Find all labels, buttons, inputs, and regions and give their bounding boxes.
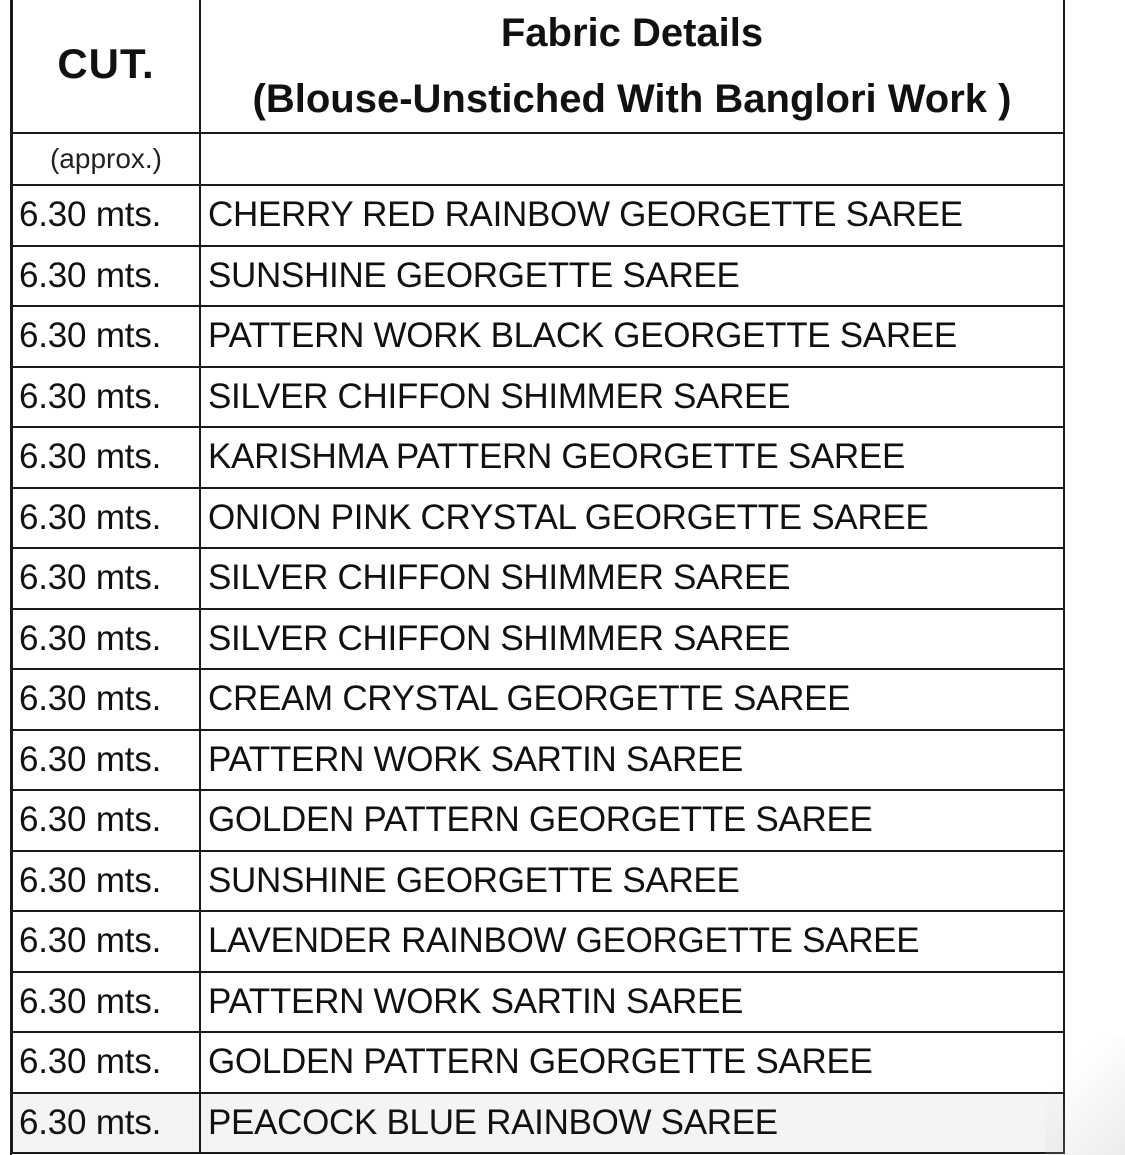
cut-length-cell[interactable]: 6.30 mts.: [12, 548, 200, 609]
cut-length-cell[interactable]: 6.30 mts.: [12, 730, 200, 791]
table-row: [12, 911, 1064, 972]
table-row: [12, 548, 1064, 609]
fabric-name-cell[interactable]: PATTERN WORK BLACK GEORGETTE SAREE: [200, 306, 1064, 367]
table-row: [12, 427, 1064, 488]
fabric-name-cell[interactable]: CREAM CRYSTAL GEORGETTE SAREE: [200, 669, 1064, 730]
fabric-name-cell[interactable]: SUNSHINE GEORGETTE SAREE: [200, 246, 1064, 307]
fabric-name-cell[interactable]: SILVER CHIFFON SHIMMER SAREE: [200, 609, 1064, 670]
table-row: [12, 972, 1064, 1033]
table-row: [12, 488, 1064, 549]
table-row: [12, 609, 1064, 670]
cut-length-cell[interactable]: 6.30 mts.: [12, 367, 200, 428]
table-row: [12, 1032, 1064, 1093]
cut-length-cell[interactable]: 6.30 mts.: [12, 306, 200, 367]
table-row: [12, 306, 1064, 367]
table-row: [12, 367, 1064, 428]
empty-cell[interactable]: [200, 133, 1064, 185]
cut-length-cell[interactable]: 6.30 mts.: [12, 972, 200, 1033]
cut-length-cell[interactable]: 6.30 mts.: [12, 609, 200, 670]
cut-header-cell[interactable]: [12, 0, 200, 133]
fabric-name-cell[interactable]: LAVENDER RAINBOW GEORGETTE SAREE: [200, 911, 1064, 972]
table-row: [12, 730, 1064, 791]
fabric-header-cell[interactable]: [200, 0, 1064, 133]
cut-length-cell[interactable]: 6.30 mts.: [12, 246, 200, 307]
fabric-name-cell[interactable]: GOLDEN PATTERN GEORGETTE SAREE: [200, 1032, 1064, 1093]
cut-length-cell[interactable]: 6.30 mts.: [12, 851, 200, 912]
fabric-header-title: Fabric Details: [500, 11, 764, 55]
cut-length-cell[interactable]: 6.30 mts.: [12, 1032, 200, 1093]
fabric-name-cell[interactable]: SILVER CHIFFON SHIMMER SAREE: [200, 548, 1064, 609]
fabric-name-cell[interactable]: SUNSHINE GEORGETTE SAREE: [200, 851, 1064, 912]
header-row: [12, 0, 1064, 133]
table-row: [12, 185, 1064, 246]
table-row: [12, 1093, 1064, 1154]
fabric-name-cell[interactable]: CHERRY RED RAINBOW GEORGETTE SAREE: [200, 185, 1064, 246]
table-row: [12, 246, 1064, 307]
fabric-table: [11, 0, 1065, 1154]
cut-length-cell[interactable]: 6.30 mts.: [12, 911, 200, 972]
fabric-name-cell[interactable]: ONION PINK CRYSTAL GEORGETTE SAREE: [200, 488, 1064, 549]
fabric-name-cell[interactable]: PATTERN WORK SARTIN SAREE: [200, 730, 1064, 791]
fabric-name-cell[interactable]: PEACOCK BLUE RAINBOW SAREE: [200, 1093, 1064, 1154]
fabric-name-cell[interactable]: KARISHMA PATTERN GEORGETTE SAREE: [200, 427, 1064, 488]
table-row: [12, 851, 1064, 912]
cut-length-cell[interactable]: 6.30 mts.: [12, 185, 200, 246]
table-row: [12, 790, 1064, 851]
cut-length-cell[interactable]: 6.30 mts.: [12, 669, 200, 730]
table-row: [12, 669, 1064, 730]
cut-header-label: CUT.: [57, 40, 155, 87]
cut-unit-note: (approx.): [49, 143, 163, 174]
fabric-name-cell[interactable]: PATTERN WORK SARTIN SAREE: [200, 972, 1064, 1033]
subheader-row: [12, 133, 1064, 185]
cut-length-cell[interactable]: 6.30 mts.: [12, 1093, 200, 1154]
cut-length-cell[interactable]: 6.30 mts.: [12, 790, 200, 851]
fabric-header-subtitle: (Blouse-Unstiched With Banglori Work ): [252, 77, 1012, 121]
cut-length-cell[interactable]: 6.30 mts.: [12, 427, 200, 488]
cut-length-cell[interactable]: 6.30 mts.: [12, 488, 200, 549]
fabric-name-cell[interactable]: SILVER CHIFFON SHIMMER SAREE: [200, 367, 1064, 428]
cut-unit-note-cell[interactable]: [12, 133, 200, 185]
fabric-name-cell[interactable]: GOLDEN PATTERN GEORGETTE SAREE: [200, 790, 1064, 851]
